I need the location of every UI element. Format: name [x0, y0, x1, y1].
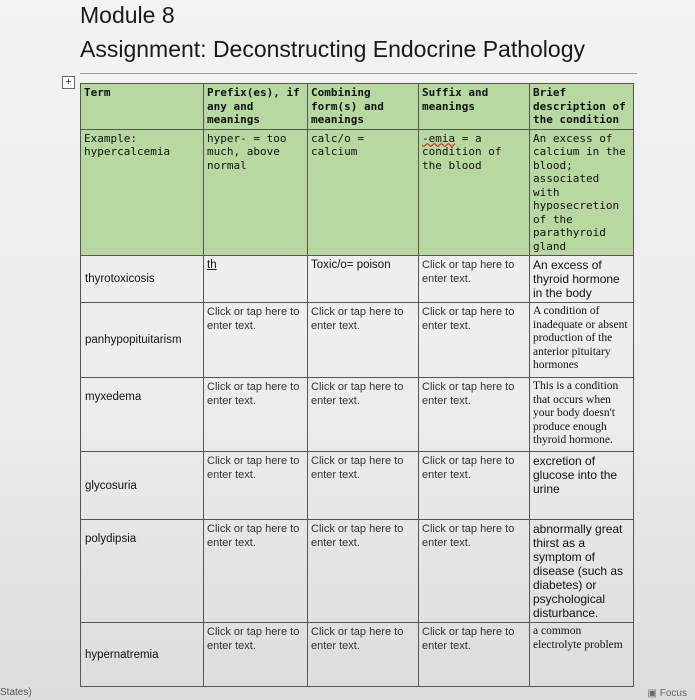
example-suffix-meaning: = a condition of the blood [422, 131, 502, 172]
assignment-title: Assignment: Deconstructing Endocrine Pathology [80, 36, 586, 62]
table-row [81, 452, 634, 520]
prefix-input[interactable]: Click or tap here to enter text. [204, 303, 308, 378]
focus-mode-button[interactable] [648, 688, 687, 699]
combining-input[interactable]: Click or tap here to enter text. [308, 303, 419, 378]
brief-input[interactable]: excretion of glucose into the urine [530, 452, 634, 520]
term-cell: myxedema [81, 378, 204, 452]
prefix-input[interactable]: Click or tap here to enter text. [204, 520, 308, 623]
prefix-input[interactable]: Click or tap here to enter text. [204, 378, 308, 452]
status-bar-language[interactable]: States) [0, 687, 32, 698]
header-prefix: Prefix(es), if any and meanings [204, 84, 308, 130]
table-row [81, 378, 634, 452]
table-row [81, 303, 634, 378]
term-cell: polydipsia [81, 520, 204, 623]
table-row [81, 520, 634, 623]
example-row [81, 129, 634, 256]
suffix-input[interactable]: Click or tap here to enter text. [419, 378, 530, 452]
suffix-input[interactable]: Click or tap here to enter text. [419, 623, 530, 687]
suffix-input[interactable]: Click or tap here to enter text. [419, 520, 530, 623]
term-cell: glycosuria [81, 452, 204, 520]
prefix-input[interactable] [204, 256, 308, 303]
combining-input[interactable]: Click or tap here to enter text. [308, 378, 419, 452]
example-brief: An excess of calcium in the blood; associated with hyposecretion of the parathyroid gland [530, 129, 634, 256]
term-cell: thyrotoxicosis [81, 256, 204, 303]
combining-input[interactable]: Click or tap here to enter text. [308, 623, 419, 687]
table-row [81, 256, 634, 303]
term-cell: hypernatremia [81, 623, 204, 687]
brief-input[interactable]: abnormally great thirst as a symptom of disease (such as diabetes) or psychological disturbance. [530, 520, 634, 623]
example-combining: calc/o = calcium [308, 129, 419, 256]
header-row [81, 84, 634, 130]
header-term: Term [81, 84, 204, 130]
focus-label: Focus [659, 688, 687, 699]
example-suffix [419, 129, 530, 256]
brief-input[interactable]: A condition of inadequate or absent production of the anterior pituitary hormones [530, 303, 634, 378]
header-brief: Brief description of the condition [530, 84, 634, 130]
suffix-input[interactable]: Click or tap here to enter text. [419, 452, 530, 520]
suffix-input[interactable]: Click or tap here to enter text. [419, 303, 530, 378]
combining-input[interactable]: Click or tap here to enter text. [308, 520, 419, 623]
brief-input[interactable]: This is a condition that occurs when your body doesn't produce enough thyroid hormone. [530, 378, 634, 452]
prefix-value[interactable]: th [207, 259, 217, 271]
table-row [81, 623, 634, 687]
title-divider [80, 73, 637, 74]
suffix-input[interactable]: Click or tap here to enter text. [419, 256, 530, 303]
prefix-input[interactable]: Click or tap here to enter text. [204, 623, 308, 687]
header-combining: Combining form(s) and meanings [308, 84, 419, 130]
combining-input[interactable]: Click or tap here to enter text. [308, 452, 419, 520]
module-title: Module 8 [80, 2, 175, 28]
term-cell: panhypopituitarism [81, 303, 204, 378]
brief-input[interactable]: a common electrolyte problem [530, 623, 634, 687]
brief-input[interactable]: An excess of thyroid hormone in the body [530, 256, 634, 303]
header-suffix: Suffix and meanings [419, 84, 530, 130]
combining-input[interactable]: Toxic/o= poison [308, 256, 419, 303]
table-move-handle-icon[interactable]: + [62, 76, 75, 89]
prefix-input[interactable]: Click or tap here to enter text. [204, 452, 308, 520]
example-prefix: hyper- = too much, above normal [204, 129, 308, 256]
example-suffix-word: -emia [422, 131, 456, 145]
focus-icon: ▣ [647, 688, 657, 699]
pathology-table [80, 83, 634, 687]
example-term: Example: hypercalcemia [81, 129, 204, 256]
